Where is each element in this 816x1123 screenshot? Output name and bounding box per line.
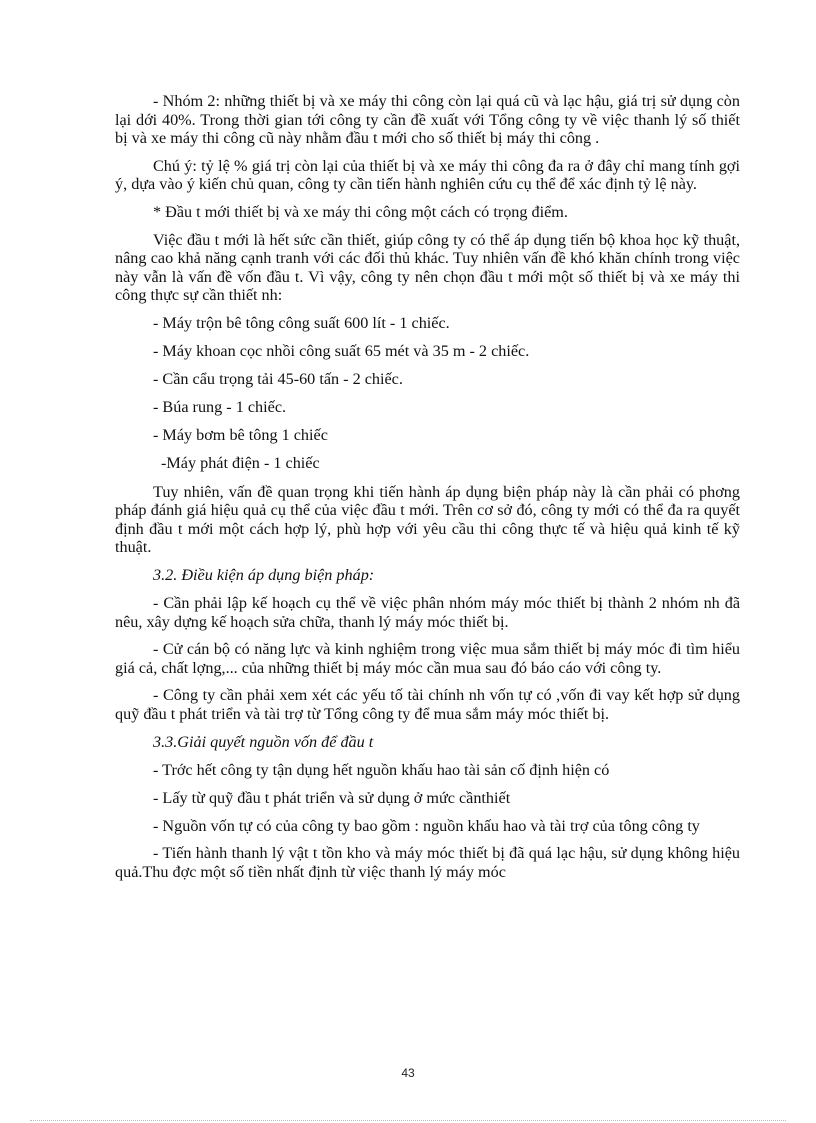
- paragraph-group-2: - Nhóm 2: những thiết bị và xe máy thi công còn lại quá cũ và lạc hậu, giá trị sử dụng còn lại dới 40%. Trong thời gian tới công ty cần đề xuất với Tổng công ty về việc thanh lý số thiết bị và xe máy thi công cũ này nhằm đầu t mới cho số thiết bị máy thi công .: [115, 92, 740, 148]
- equipment-list: [115, 314, 740, 473]
- list-item: - Búa rung - 1 chiếc.: [153, 398, 287, 417]
- paragraph-evaluation: Tuy nhiên, vấn đề quan trọng khi tiến hành áp dụng biện pháp này là cần phải có phơng pháp đánh giá hiệu quả cụ thể của việc đầu t mới. Trên cơ sở đó, công ty mới có thể đa ra quyết định đầu t mới một cách hợp lý, phù hợp với yêu cầu thi công thực tế và hiệu quả kinh tế kỹ thuật.: [115, 482, 740, 557]
- list-item: - Lấy từ quỹ đầu t phát triển và sử dụng ở mức cầnthiết: [153, 788, 511, 807]
- list-item: - Máy khoan cọc nhồi công suất 65 mét và 35 m - 2 chiếc.: [153, 342, 530, 361]
- paragraph-plan: - Cần phải lập kế hoạch cụ thể về việc phân nhóm máy móc thiết bị thành 2 nhóm nh đã nêu, xây dựng kế hoạch sửa chữa, thanh lý máy móc thiết bị.: [115, 593, 740, 631]
- section-heading-3-3: 3.3.Giải quyết nguồn vốn để đầu t: [153, 732, 374, 751]
- paragraph-own-capital: - Nguồn vốn tự có của công ty bao gồm : nguồn khấu hao và tài trợ của tông công ty: [153, 816, 700, 835]
- list-item: - Cần cẩu trọng tải 45-60 tấn - 2 chiếc.: [153, 370, 403, 389]
- paragraph-invest-necessity: Việc đầu t mới là hết sức cần thiết, giúp công ty có thể áp dụng tiến bộ khoa học kỹ thuật, nâng cao khả năng cạnh tranh với các đối thủ khác. Tuy nhiên vấn đề khó khăn chính trong việc này vẫn là vấn đề vốn đầu t. Vì vậy, công ty nên chọn đầu t mới một số thiết bị và xe máy thi công thực sự cần thiết nh:: [115, 230, 740, 305]
- page-bottom-divider: [30, 1120, 786, 1121]
- page-body: [115, 92, 740, 891]
- page-number: 43: [401, 1066, 415, 1080]
- paragraph-invest-title: * Đầu t mới thiết bị và xe máy thi công một cách có trọng điểm.: [153, 202, 568, 221]
- paragraph-staff: - Cử cán bộ có năng lực và kinh nghiệm trong việc mua sắm thiết bị máy móc đi tìm hiểu giá cả, chất lợng,... của những thiết bị máy móc cần mua sau đó báo cáo với công ty.: [115, 640, 740, 677]
- list-item: -Máy phát điện - 1 chiếc: [161, 454, 320, 473]
- paragraph-liquidation: - Tiến hành thanh lý vật t tồn kho và máy móc thiết bị đã quá lạc hậu, sử dụng không hiệu quả.Thu đợc một số tiền nhất định từ việc thanh lý máy móc: [115, 844, 740, 881]
- paragraph-note: Chú ý: tỷ lệ % giá trị còn lại của thiết bị và xe máy thi công đa ra ở đây chỉ mang tính gợi ý, dựa vào ý kiến chủ quan, công ty cần tiến hành nghiên cứu cụ thể để xác định tỷ lệ này.: [115, 156, 740, 194]
- paragraph-finance: - Công ty cần phải xem xét các yếu tố tài chính nh vốn tự có ,vốn đi vay kết hợp sử dụng quỹ đầu t phát triển và tài trợ từ Tổng công ty để mua sắm máy móc thiết bị.: [115, 686, 740, 723]
- list-item: - Máy trộn bê tông công suất 600 lít - 1 chiếc.: [153, 313, 450, 332]
- list-item: - Trớc hết công ty tận dụng hết nguồn khấu hao tài sản cố định hiện có: [153, 760, 610, 779]
- list-item: - Máy bơm bê tông 1 chiếc: [153, 426, 328, 445]
- section-heading-3-2: 3.2. Điều kiện áp dụng biện pháp:: [153, 565, 375, 584]
